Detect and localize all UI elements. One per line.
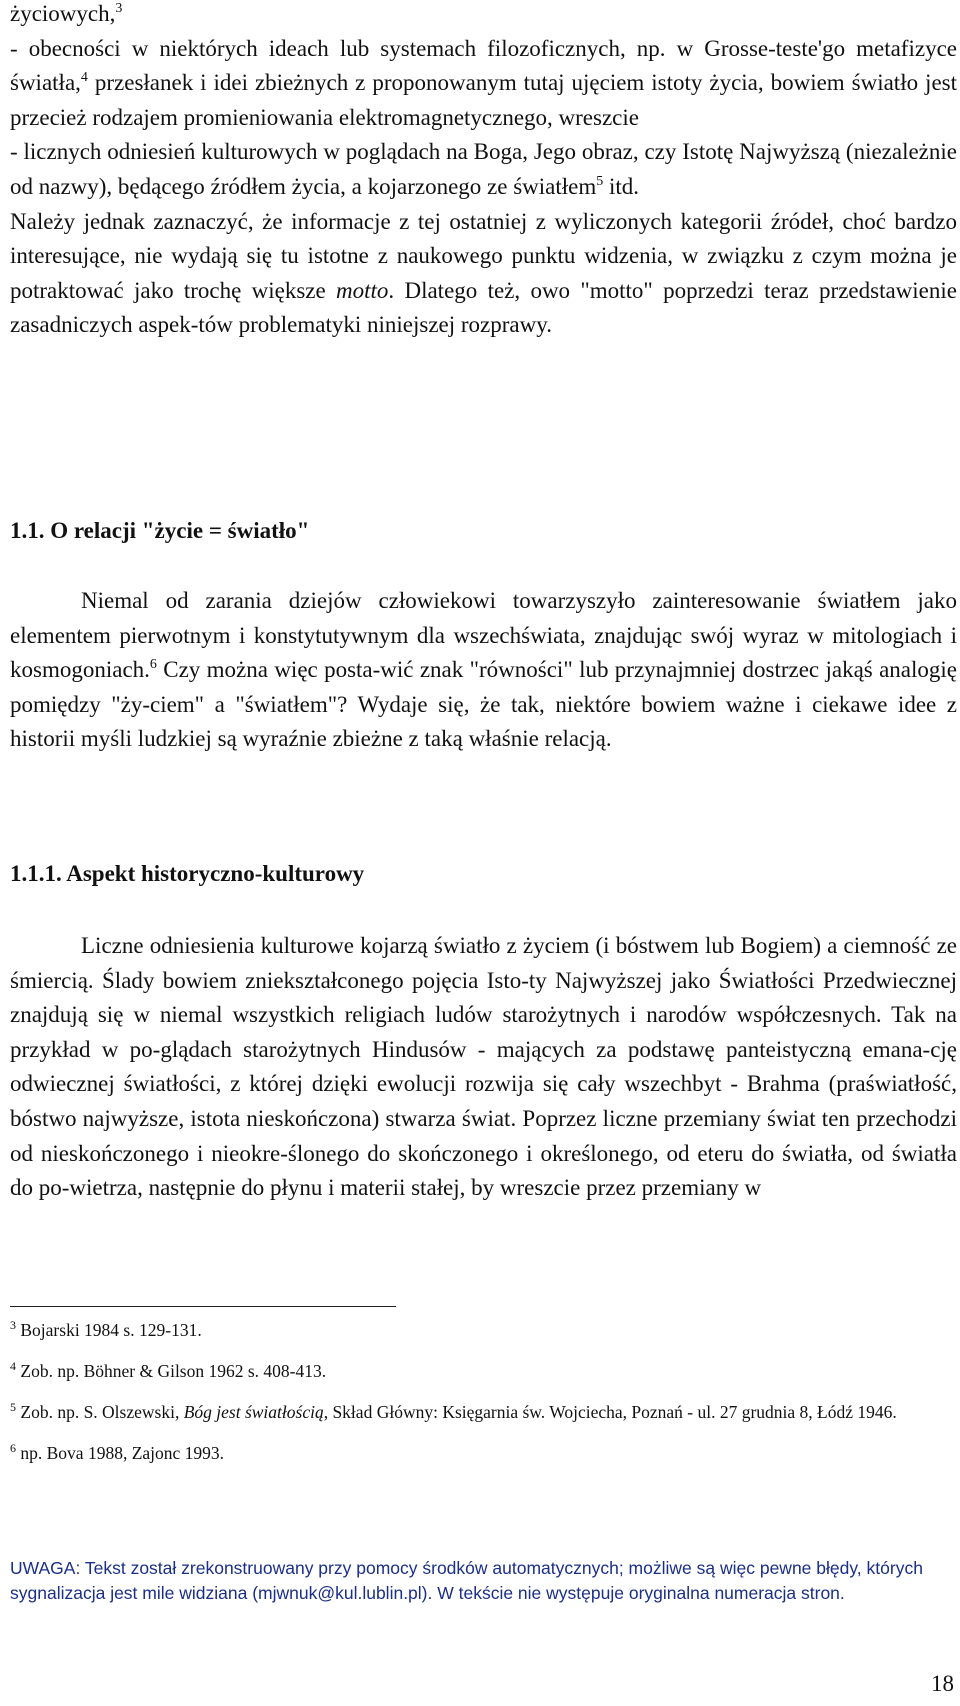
subsection-paragraph: Liczne odniesienia kulturowe kojarzą światło z życiem (i bóstwem lub Bogiem) a ciemność ze śmiercią. Ślady bowiem zniekształconego pojęcia Isto-ty Najwyższej jako Światłości Przedwiecznej znajdują się w niemal wszystkich religiach ludów starożytnych i narodów współczesnych. Tak na przykład w po-glądach starożytnych Hindusów - mających za podstawę panteistyczną emana-cję odwiecznej światłości, z której dzięki ewolucji rozwija się cały wszechbyt - Brahma (praświatłość, bóstwo najwyższe, istota nieskończona) stwarza świat. Poprzez liczne przemiany świat ten przechodzi od nieskończonego i nieokre-ślonego do skończonego i określonego, od eteru do światła, od światła do po-wietrza, następnie do płynu i materii stałej, by wreszcie przez przemiany w xyxy=(10,933,957,1201)
intro-text: . Dlatego też, owo "motto" poprzedzi teraz przedstawienie zasadniczych aspek-tów problematyki niniejszej rozprawy. xyxy=(10,277,957,338)
footnotes xyxy=(10,1318,957,1482)
paragraph-text: Niemal od zarania dziejów człowiekowi towarzyszyło zainteresowanie światłem jako elementem pierwotnym i konstytutywnym dla wszechświata, znajdując swój wyraz w mitologiach i kosmogoniach. xyxy=(10,588,957,683)
intro-paragraph xyxy=(10,205,957,343)
intro-text: przesłanek i idei zbieżnych z proponowanym tutaj ujęciem istoty życia, bowiem światło jest przecież rodzajem promieniowania elektromagnetycznego, wreszcie xyxy=(10,70,957,130)
footnote-divider xyxy=(10,1306,396,1307)
footnote-ref[interactable]: 5 xyxy=(596,173,604,189)
page-number: 18 xyxy=(931,1671,954,1696)
subsection-heading: 1.1.1. Aspekt historyczno-kulturowy xyxy=(10,861,365,886)
section-heading: 1.1. O relacji "życie = światło" xyxy=(10,518,310,543)
footnote xyxy=(10,1318,957,1343)
footnote-number: 6 xyxy=(10,1441,16,1455)
intro-bullet xyxy=(10,32,957,136)
document-page xyxy=(10,0,957,1706)
intro-text: życiowych, xyxy=(10,1,116,26)
section-paragraph xyxy=(10,584,957,757)
intro-line xyxy=(10,0,957,32)
intro-text: - licznych odniesień kulturowych w poglądach na Boga, Jego obraz, czy Istotę Najwyższą (niezależnie od nazwy), będącego źródłem życia, a kojarzonego ze światłem xyxy=(10,139,957,199)
intro-bullet xyxy=(10,135,957,204)
footnote xyxy=(10,1359,957,1384)
footnote-text: Zob. np. Böhner & Gilson 1962 s. 408-413. xyxy=(20,1361,327,1381)
footnote-text: Zob. np. S. Olszewski, xyxy=(20,1402,184,1422)
footnote xyxy=(10,1441,957,1466)
footnote xyxy=(10,1400,957,1425)
intro-text: - obecności w niektórych ideach lub systemach filozoficznych, np. w Grosse-teste'go metafizyce światła, xyxy=(10,35,957,96)
footnote-text: Bojarski 1984 s. 129-131. xyxy=(20,1320,202,1340)
footnote-ref[interactable]: 4 xyxy=(80,70,88,86)
footnote-text: , Skład Główny: Księgarnia św. Wojciecha, Poznań - ul. 27 grudnia 8, Łódź 1946. xyxy=(323,1402,897,1422)
paragraph-text: Czy można więc posta-wić znak "równości" lub przynajmniej dostrzec jakąś analogię pomiędzy "ży-ciem" a "światłem"? Wydaje się, że tak, niektóre bowiem ważne i ciekawe idee z historii myśli ludzkiej są wyraźnie zbieżne z taką właśnie relacją. xyxy=(10,657,957,752)
intro-text: Należy jednak zaznaczyć, że informacje z tej ostatniej z wyliczonych kategorii źródeł, choć bardzo interesujące, nie wydają się tu istotne z naukowego punktu widzenia, w związku z czym można je potraktować jako trochę większe xyxy=(10,208,957,303)
footnote-text: np. Bova 1988, Zajonc 1993. xyxy=(20,1443,225,1463)
intro-text: itd. xyxy=(603,173,640,199)
intro-block xyxy=(10,0,957,343)
reconstruction-notice: UWAGA: Tekst został zrekonstruowany przy pomocy środków automatycznych; możliwe są więc pewne błędy, których sygnalizacja jest mile widziana (mjwnuk@kul.lublin.pl). W tekście nie występuje oryginalna numeracja stron. xyxy=(10,1558,923,1603)
intro-emphasis: motto xyxy=(336,277,389,303)
footnote-number: 5 xyxy=(10,1400,16,1414)
footnote-number: 3 xyxy=(10,1318,16,1332)
footnote-ref[interactable]: 3 xyxy=(115,1,123,16)
footnote-number: 4 xyxy=(10,1359,16,1373)
footnote-title: Bóg jest światłością xyxy=(183,1402,324,1422)
footnote-ref[interactable]: 6 xyxy=(149,657,157,673)
